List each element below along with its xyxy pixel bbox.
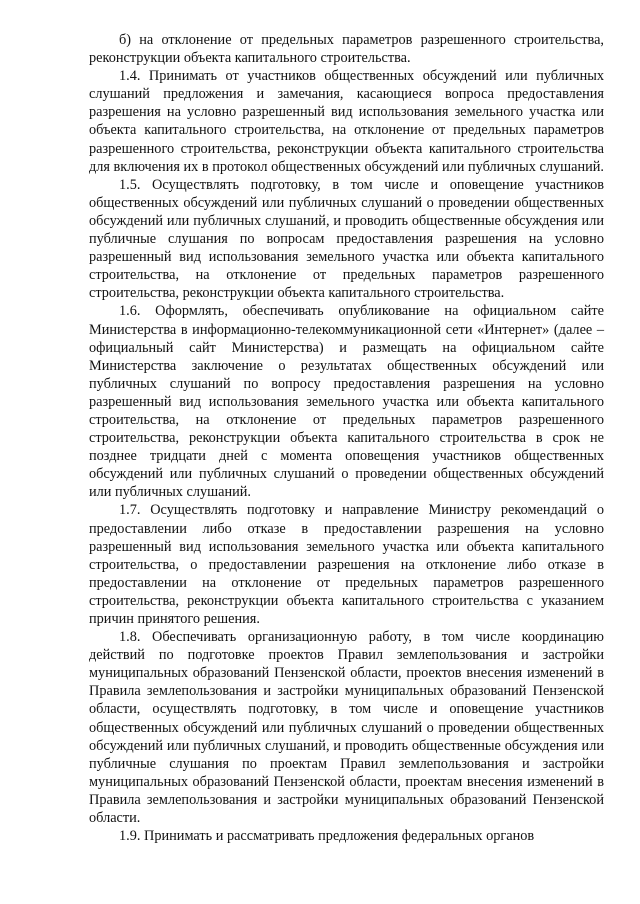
document-body bbox=[89, 31, 604, 845]
paragraph-1-9: 1.9. Принимать и рассматривать предложения федеральных органов bbox=[119, 828, 535, 845]
paragraph-1-4: 1.4. Принимать от участников общественных обсуждений или публичных слушаний предложения и замечания, касающиеся вопроса предоставления разрешения на условно разрешенный вид использования земельного участка или объекта капитального строительства, на отклонение от предельных параметров разрешенного строительства, реконструкции объекта капитального строительства для включения их в протокол общественных обсуждений или публичных слушаний. bbox=[89, 68, 605, 175]
paragraph-1-7: 1.7. Осуществлять подготовку и направление Министру рекомендаций о предоставлении либо отказе в предоставлении разрешения на условно разрешенный вид использования земельного участка или объекта капитального строительства, о предоставлении разрешения на отклонение либо отказе в предоставлении на отклонение от предельных параметров разрешенного строительства, реконструкции объекта капитального строительства с указанием причин принятого решения. bbox=[89, 502, 604, 627]
paragraph-1-5: 1.5. Осуществлять подготовку, в том числе и оповещение участников общественных обсуждений или публичных слушаний о проведении общественных обсуждений или публичных слушаний, и проводить общественные обсуждения или публичные слушания по вопросам предоставления разрешения на условно разрешенный вид использования земельного участка или объекта капитального строительства, на отклонение от предельных параметров разрешенного строительства, реконструкции объекта капитального строительства. bbox=[89, 176, 604, 302]
paragraph-1-6: 1.6. Оформлять, обеспечивать опубликование на официальном сайте Министерства в информационно-телекоммуникационной сети «Интернет» (далее – официальный сайт Министерства) и размещать на официальном сайте Министерства заключение о результатах общественных обсуждений или публичных слушаний по вопросу предоставления разрешения на условно разрешенный вид использования земельного участка или объекта капитального строительства, на отклонение от предельных параметров разрешенного строительства, реконструкции объекта капитального строительства в срок не позднее тридцати дней с момента оповещения участников общественных обсуждений или публичных слушаний о проведении общественных обсуждений или публичных слушаний. bbox=[89, 303, 604, 501]
paragraph-b: б) на отклонение от предельных параметров разрешенного строительства, реконструкции объекта капитального строительства. bbox=[89, 32, 604, 67]
paragraph-1-8: 1.8. Обеспечивать организационную работу, в том числе координацию действий по подготовке проектов Правил землепользования и застройки муниципальных образований Пензенской области, проектов внесения изменений в Правила землепользования и застройки муниципальных образований Пензенской области, осуществлять подготовку, в том числе и оповещение участников общественных обсуждений или публичных слушаний о проведении общественных обсуждений или публичных слушаний, и проводить общественные обсуждения или публичные слушания по проектам Правил землепользования и застройки муниципальных образований Пензенской области, проектам внесения изменений в Правила землепользования и застройки муниципальных образований Пензенской области. bbox=[89, 629, 604, 827]
